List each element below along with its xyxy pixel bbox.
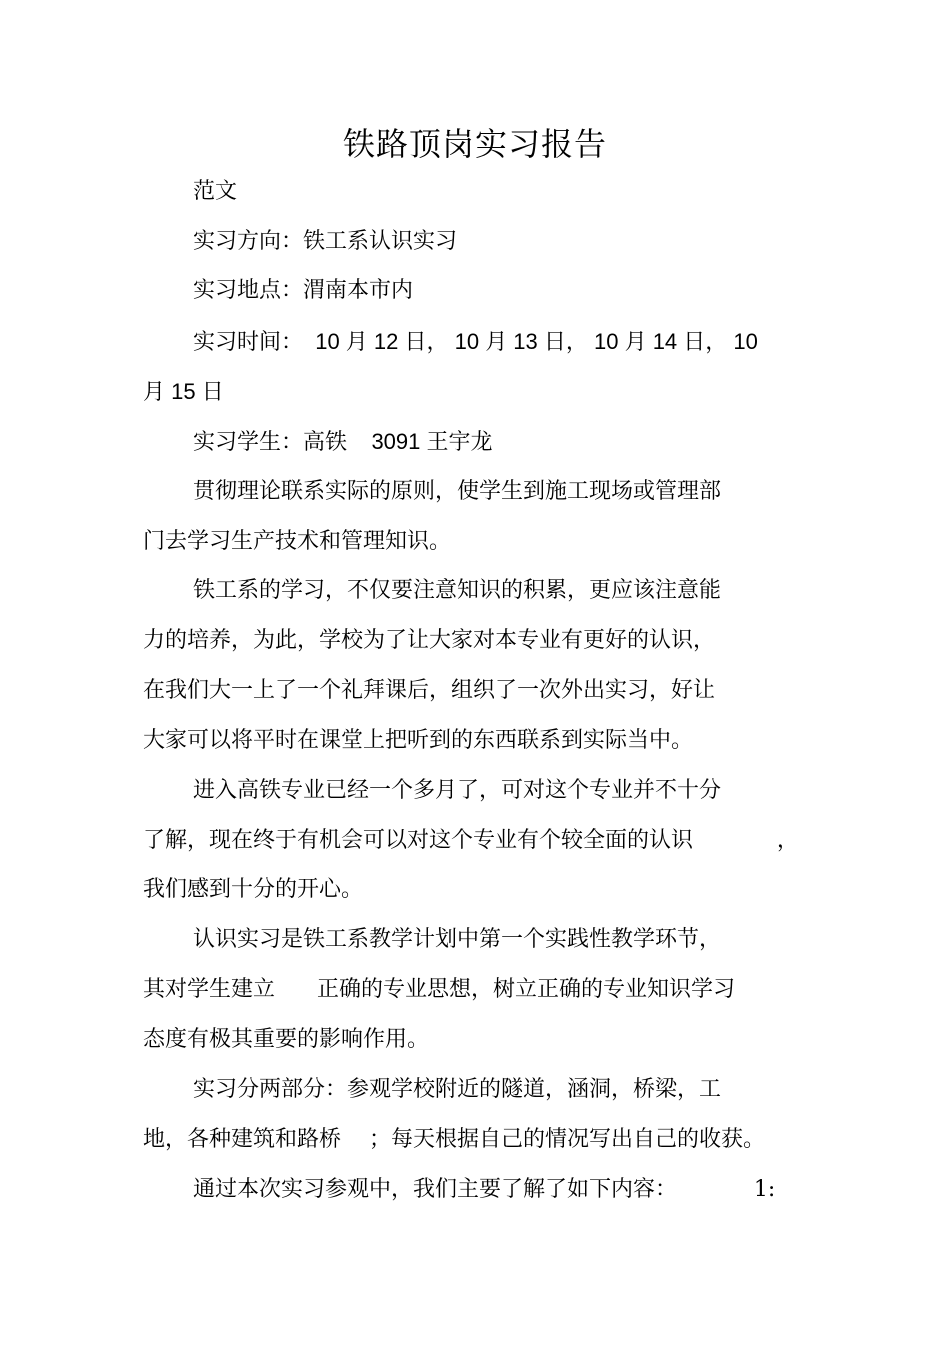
text-line: 地，各种建筑和路桥 ；每天根据自己的情况写出自己的收获。: [143, 1127, 765, 1152]
document-title: 铁路顶岗实习报告: [342, 125, 607, 163]
text-line: 认识实习是铁工系教学计划中第一个实践性教学环节，: [193, 927, 722, 952]
text-line: 实习分两部分：参观学校附近的隧道，涵洞，桥梁，工: [193, 1077, 722, 1102]
text-line: 贯彻理论联系实际的原则，使学生到施工现场或管理部: [193, 479, 722, 504]
text-line: 力的培养，为此，学校为了让大家对本专业有更好的认识，: [143, 628, 716, 653]
text-line: 门去学习生产技术和管理知识。: [143, 529, 452, 554]
text-line: 了解，现在终于有机会可以对这个专业有个较全面的认识 ，: [143, 828, 799, 853]
text-line: 进入高铁专业已经一个多月了，可对这个专业并不十分: [193, 778, 722, 803]
text-line: 铁工系的学习，不仅要注意知识的积累，更应该注意能: [193, 578, 722, 603]
text-line: 我们感到十分的开心。: [143, 877, 364, 902]
text-line: 大家可以将平时在课堂上把听到的东西联系到实际当中。: [143, 728, 694, 753]
text-line: 在我们大一上了一个礼拜课后，组织了一次外出实习，好让: [143, 678, 716, 703]
text-line: 通过本次实习参观中，我们主要了解了如下内容： 1:: [193, 1177, 776, 1202]
text-line: 月 15 日: [143, 379, 224, 404]
text-line: 实习方向：铁工系认识实习: [193, 229, 458, 254]
text-line: 态度有极其重要的影响作用。: [143, 1027, 430, 1052]
text-line: 实习时间： 10 月 12 日， 10 月 13 日， 10 月 14 日， 10: [193, 329, 758, 354]
text-line: 其对学生建立 正确的专业思想，树立正确的专业知识学习: [143, 977, 735, 1002]
text-line: 实习学生：高铁 3091 王宇龙: [193, 429, 493, 454]
text-line: 实习地点：渭南本市内: [193, 278, 414, 303]
text-line: 范文: [193, 179, 238, 204]
